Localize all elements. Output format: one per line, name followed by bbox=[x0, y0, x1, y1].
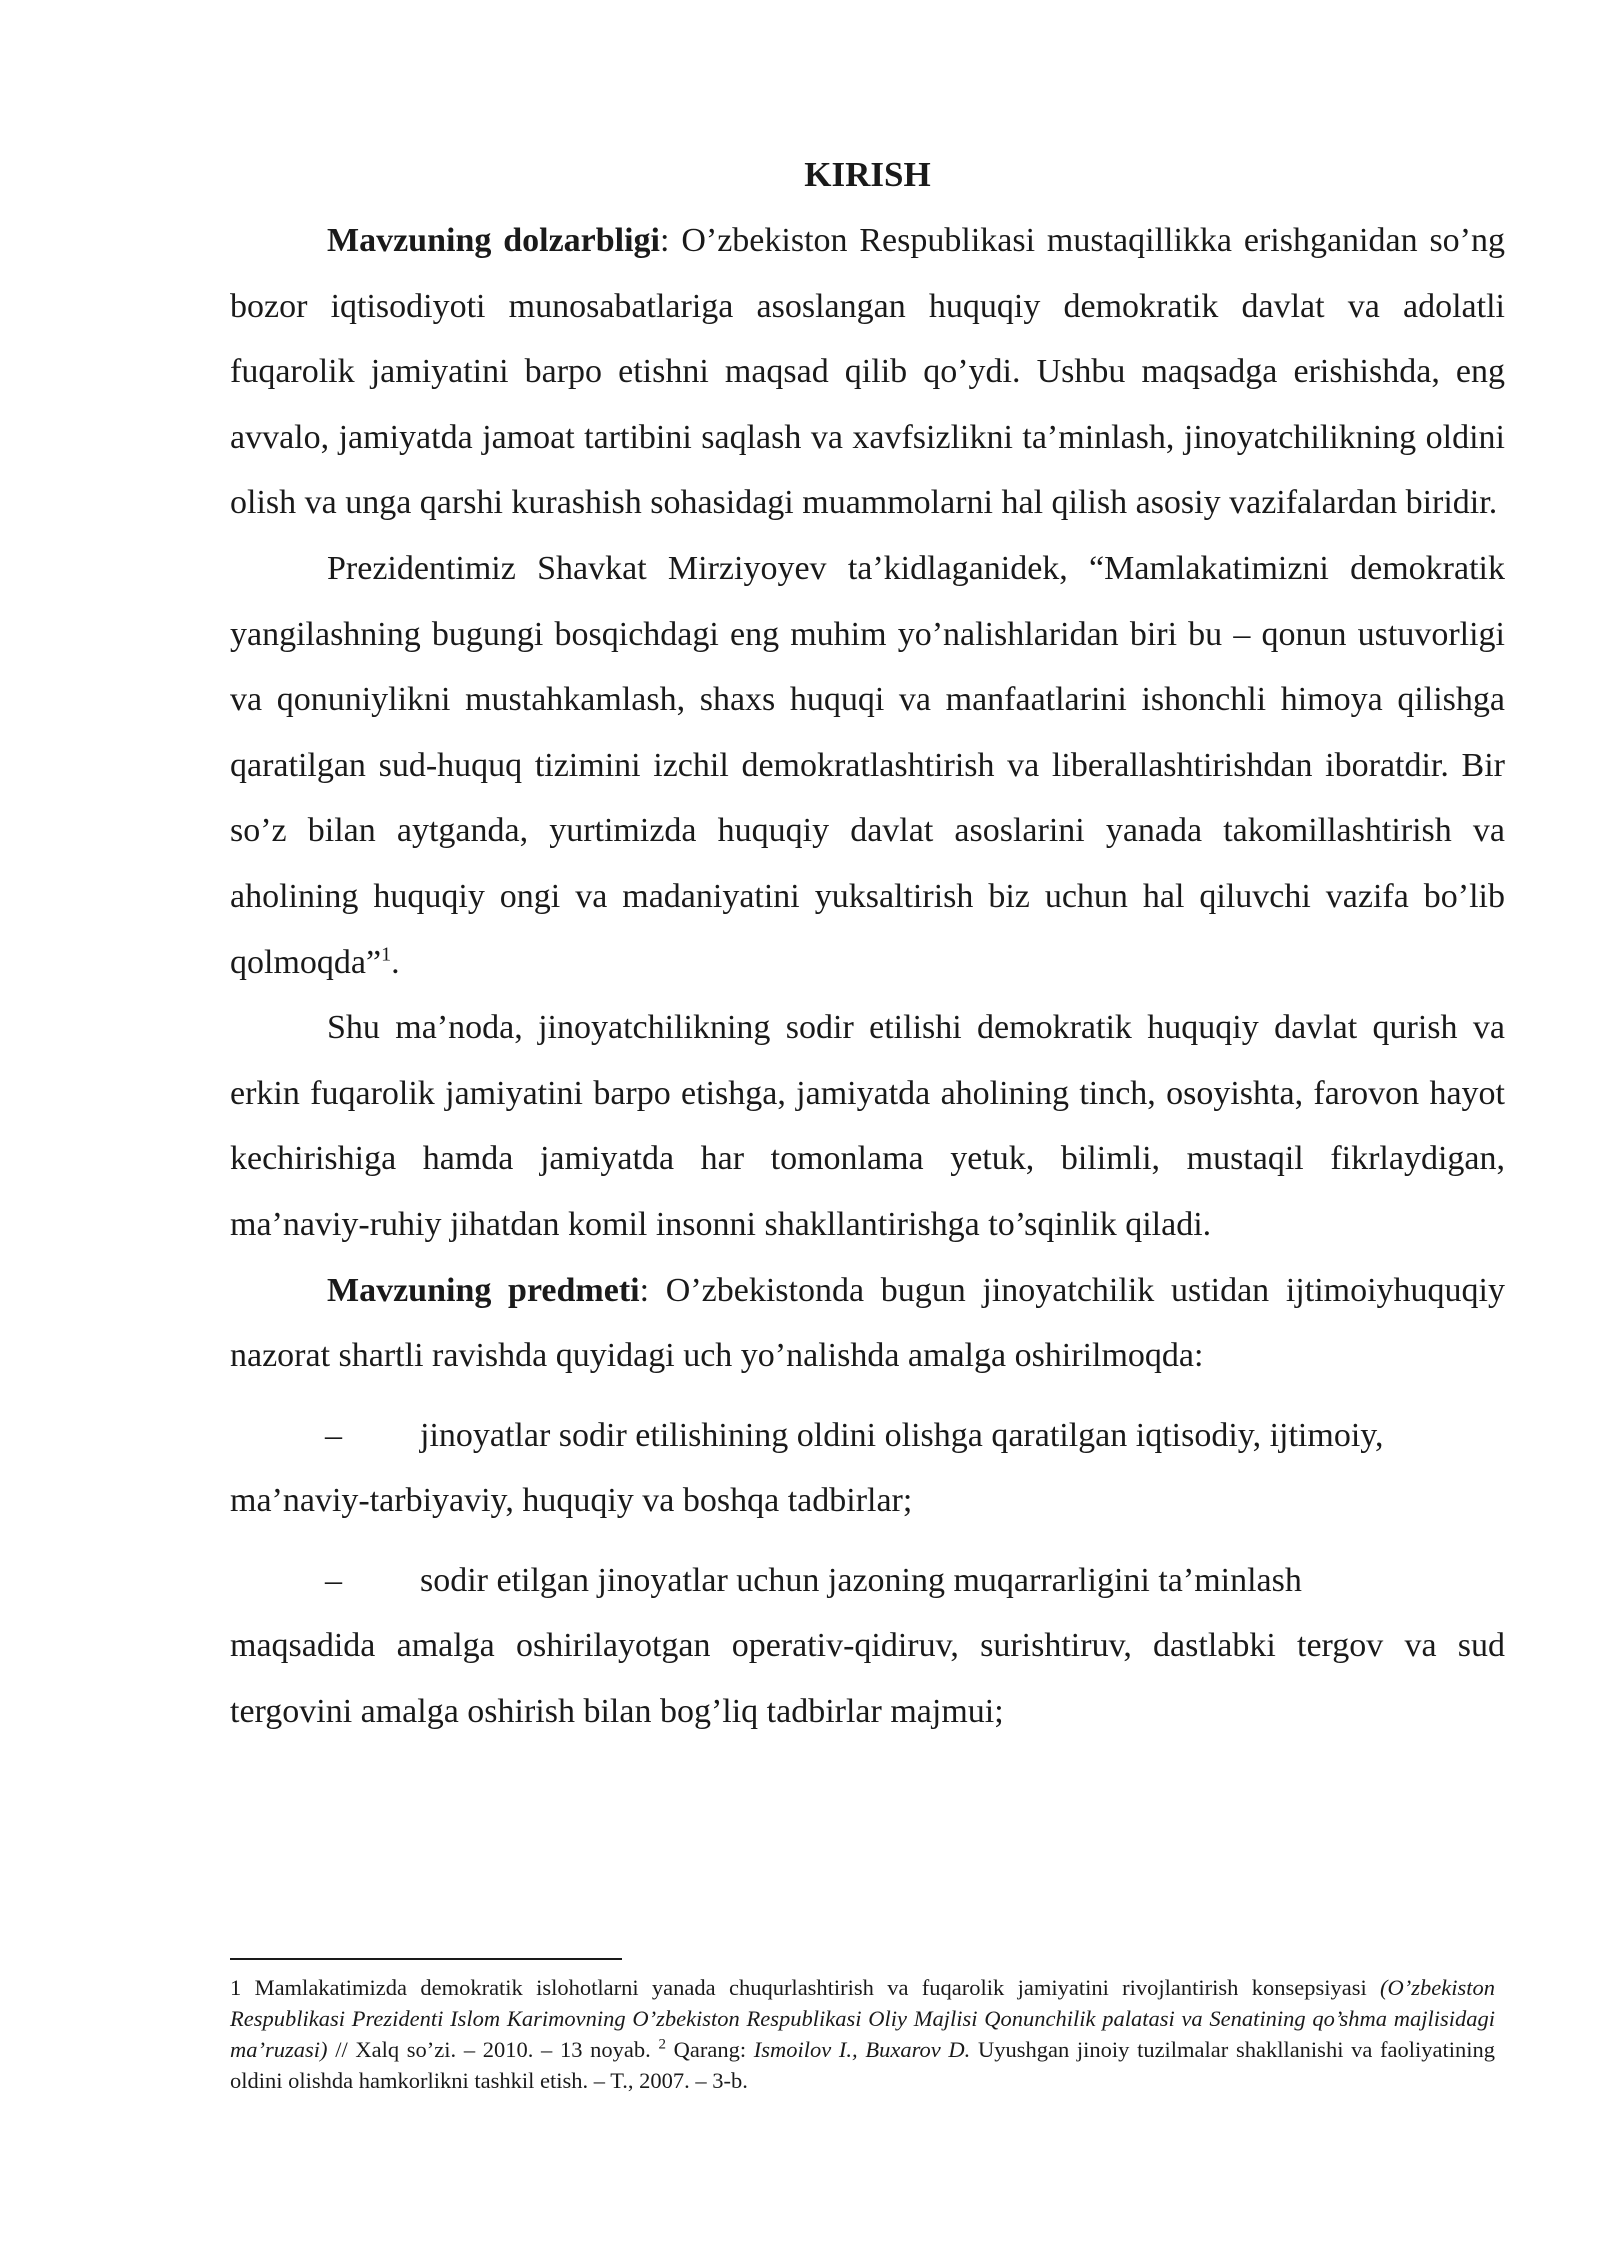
list-item-first-line bbox=[230, 1548, 1505, 1614]
relevance-text: O’zbekiston Respublikasi mustaqillikka erishganidan so’ng bozor iqtisodiyoti munosabatlariga asoslangan huquqiy demokratik davlat va adolatli fuqarolik jamiyatini barpo etishni maqsad qilib qo’ydi. Ushbu maqsadga erishishda, eng avvalo, jamiyatda jamoat tartibini saqlash va xavfsizlikni ta’minlash, jinoyatchilikning oldini olish va unga qarshi kurashish sohasidagi muammolarni hal qilish asosiy vazifalardan biridir. bbox=[230, 222, 1505, 522]
subject-colon: : bbox=[639, 1271, 650, 1309]
footnote-2-text: Uyushgan jinoiy tuzilmalar shakllanishi va faoliyatining oldini olishda hamkorlikni tashkil etish. – T., 2007. – 3-b. bbox=[230, 2037, 1496, 2093]
footnote-1-italic: (O’zbekiston Respublikasi Prezidenti Islom Karimovning O’zbekiston Respublikasi Oliy Majlisi Qonunchilik palatasi va Senatining qo’shma majlisidagi ma’ruzasi) bbox=[230, 1975, 1495, 2062]
subject-text: O’zbekistonda bugun jinoyatchilik ustidan ijtimoiyhuquqiy nazorat shartli ravishda quyidagi uch yo’nalishda amalga oshirilmoqda: bbox=[230, 1271, 1505, 1375]
footnote-1-text: Mamlakatimizda demokratik islohotlarni yanada chuqurlashtirish va fuqarolik jamiyatini rivojlantirish konsepsiyasi bbox=[241, 1975, 1381, 2000]
list-item-first-text: jinoyatlar sodir etilishining oldini olishga qaratilgan iqtisodiy, ijtimoiy, bbox=[420, 1416, 1384, 1454]
list-item-rest-text: maqsadida amalga oshirilayotgan operativ-qidiruv, surishtiruv, dastlabki tergov va sud tergovini amalga oshirish bilan bog’liq tadbirlar majmui; bbox=[230, 1627, 1505, 1731]
page-title: KIRISH bbox=[804, 155, 931, 194]
list-item bbox=[230, 1403, 1505, 1534]
footnote-separator bbox=[230, 1958, 622, 1960]
list-dash: – bbox=[325, 1561, 342, 1599]
list-item bbox=[230, 1548, 1505, 1745]
footnote-2-authors: Ismoilov I., Buxarov D. bbox=[753, 2037, 971, 2062]
footnotes bbox=[230, 1972, 1495, 2096]
list-item-rest-text: ma’naviy-tarbiyaviy, huquqiy va boshqa tadbirlar; bbox=[230, 1482, 913, 1520]
footnote-number-1: 1 bbox=[230, 1975, 242, 2000]
relevance-colon: : bbox=[660, 222, 670, 259]
subject-label: Mavzuning predmeti bbox=[327, 1271, 640, 1309]
footnote-1-source: // Xalq so’zi. – 2010. – 13 noyab. bbox=[327, 2037, 659, 2062]
footnote-2-lead: Qarang: bbox=[665, 2037, 754, 2062]
quote-end: . bbox=[391, 943, 400, 981]
list-item-first-text: sodir etilgan jinoyatlar uchun jazoning muqarrarligini ta’minlash bbox=[420, 1561, 1302, 1599]
body-text bbox=[230, 208, 1505, 1745]
paragraph-meaning bbox=[230, 995, 1505, 1257]
list-item-first-line bbox=[230, 1403, 1505, 1469]
list-dash: – bbox=[325, 1416, 342, 1454]
footnote-ref-1[interactable]: 1 bbox=[381, 943, 392, 966]
footnote-number-2: 2 bbox=[658, 2036, 666, 2053]
paragraph-subject bbox=[230, 1258, 1505, 1389]
meaning-text: Shu ma’noda, jinoyatchilikning sodir etilishi demokratik huquqiy davlat qurish va erkin fuqarolik jamiyatini barpo etishga, jamiyatda aholining tinch, osoyishta, farovon hayot kechirishiga hamda jamiyatda har tomonlama yetuk, bilimli, mustaqil fikrlaydigan, ma’naviy-ruhiy jihatdan komil insonni shakllantirishga to’sqinlik qiladi. bbox=[230, 1009, 1505, 1243]
quote-text: Prezidentimiz Shavkat Mirziyoyev ta’kidlaganidek, “Mamlakatimizni demokratik yangilashning bugungi bosqichdagi eng muhim yo’nalishlaridan biri bu – qonun ustuvorligi va qonuniylikni mustahkamlash, shaxs huquqi va manfaatlarini ishonchli himoya qilishga qaratilgan sud-huquq tizimini izchil demokratlashtirish va liberallashtirishdan iboratdir. Bir so’z bilan aytganda, yurtimizda huquqiy davlat asoslarini yanada takomillashtirish va aholining huquqiy ongi va madaniyatini yuksaltirish biz uchun hal qiluvchi vazifa bo’lib qolmoqda” bbox=[230, 549, 1505, 981]
paragraph-relevance bbox=[230, 208, 1505, 536]
relevance-label: Mavzuning dolzarbligi bbox=[327, 222, 661, 259]
paragraph-president-quote bbox=[230, 536, 1505, 995]
